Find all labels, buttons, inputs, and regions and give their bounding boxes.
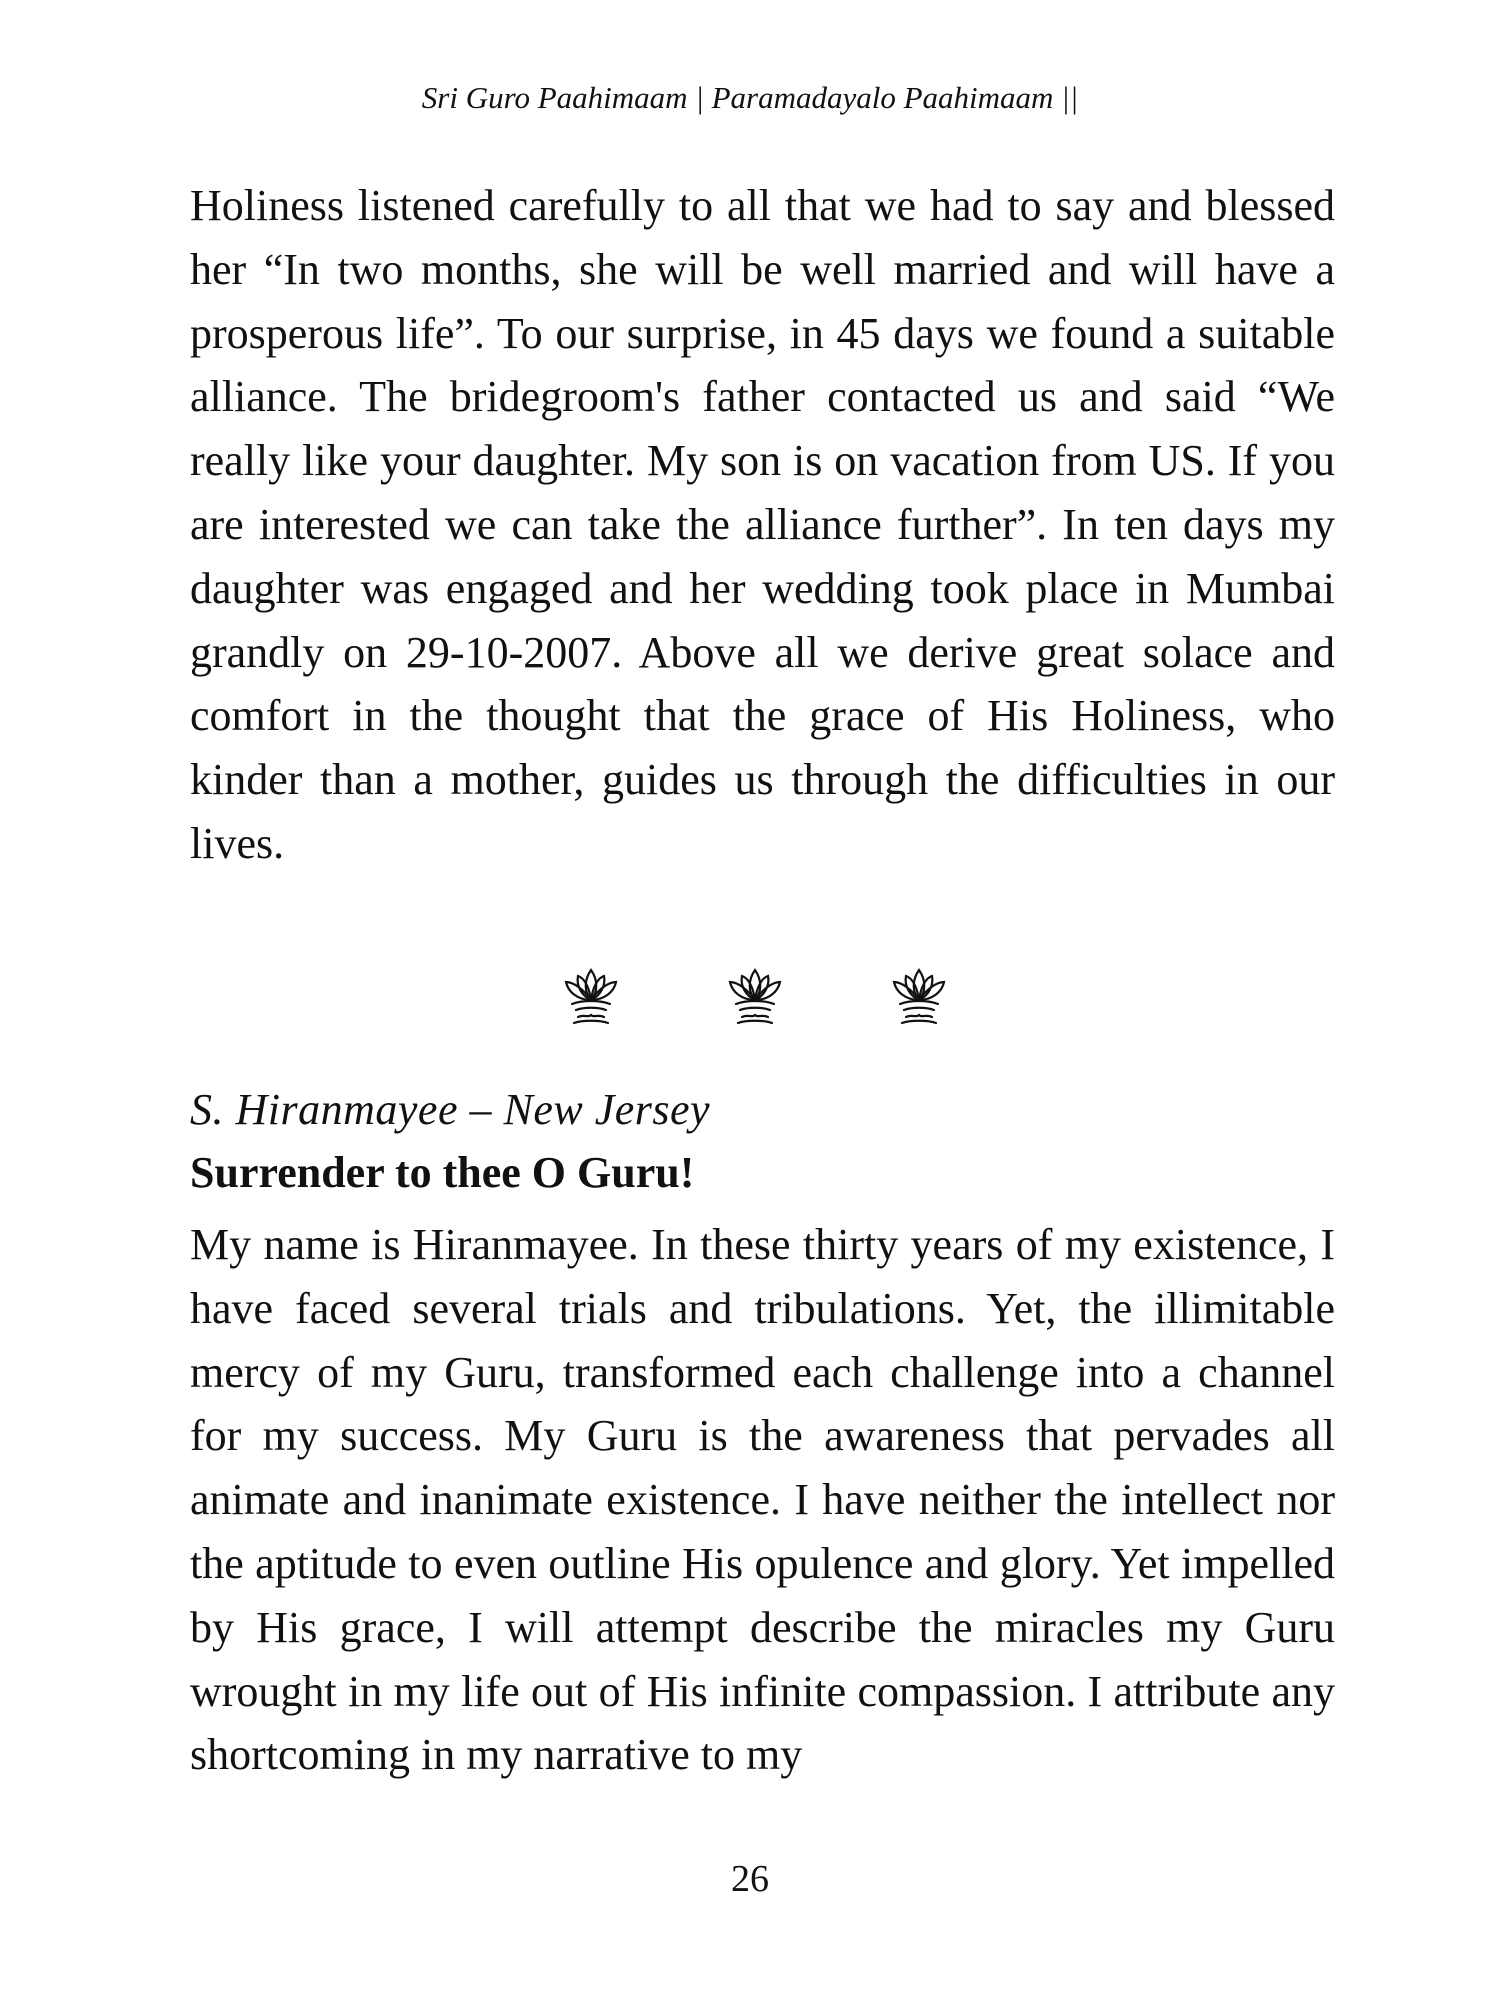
lotus-icon — [884, 960, 954, 1030]
page-number: 26 — [731, 1858, 769, 1900]
section-divider-ornaments — [0, 960, 1500, 1030]
section-paragraph: My name is Hiranmayee. In these thirty years of my existence, I have faced several trials and tribulations. Yet, the illimitable mercy of my Guru, transformed each challenge into a channel for my success. My Guru is the awareness that pervades all animate and inanimate existence. I have neither the intellect nor the aptitude to even outline His opulence and glory. Yet impelled by His grace, I will attempt describe the miracles my Guru wrought in my life out of His infinite compassion. I attribute any shortcoming in my narrative to my — [190, 1220, 1335, 1780]
section-title: Surrender to thee O Guru! — [190, 1148, 695, 1197]
story-paragraph: Holiness listened carefully to all that we had to say and blessed her “In two months, she will be well married and will have a prosperous life”. To our surprise, in 45 days we found a suitable alliance. The bridegroom's father contacted us and said “We really like your daughter. My son is on vacation from US. If you are interested we can take the alliance further”. In ten days my daughter was engaged and her wedding took place in Mumbai grandly on 29-10-2007. Above all we derive great solace and comfort in the thought that the grace of His Holiness, who kinder than a mother, guides us through the difficulties in our lives. — [190, 181, 1335, 868]
author-byline: S. Hiranmayee – New Jersey — [190, 1085, 711, 1134]
lotus-icon — [556, 960, 626, 1030]
lotus-icon — [720, 960, 790, 1030]
running-header: Sri Guro Paahimaam | Paramadayalo Paahimaam || — [421, 80, 1079, 115]
